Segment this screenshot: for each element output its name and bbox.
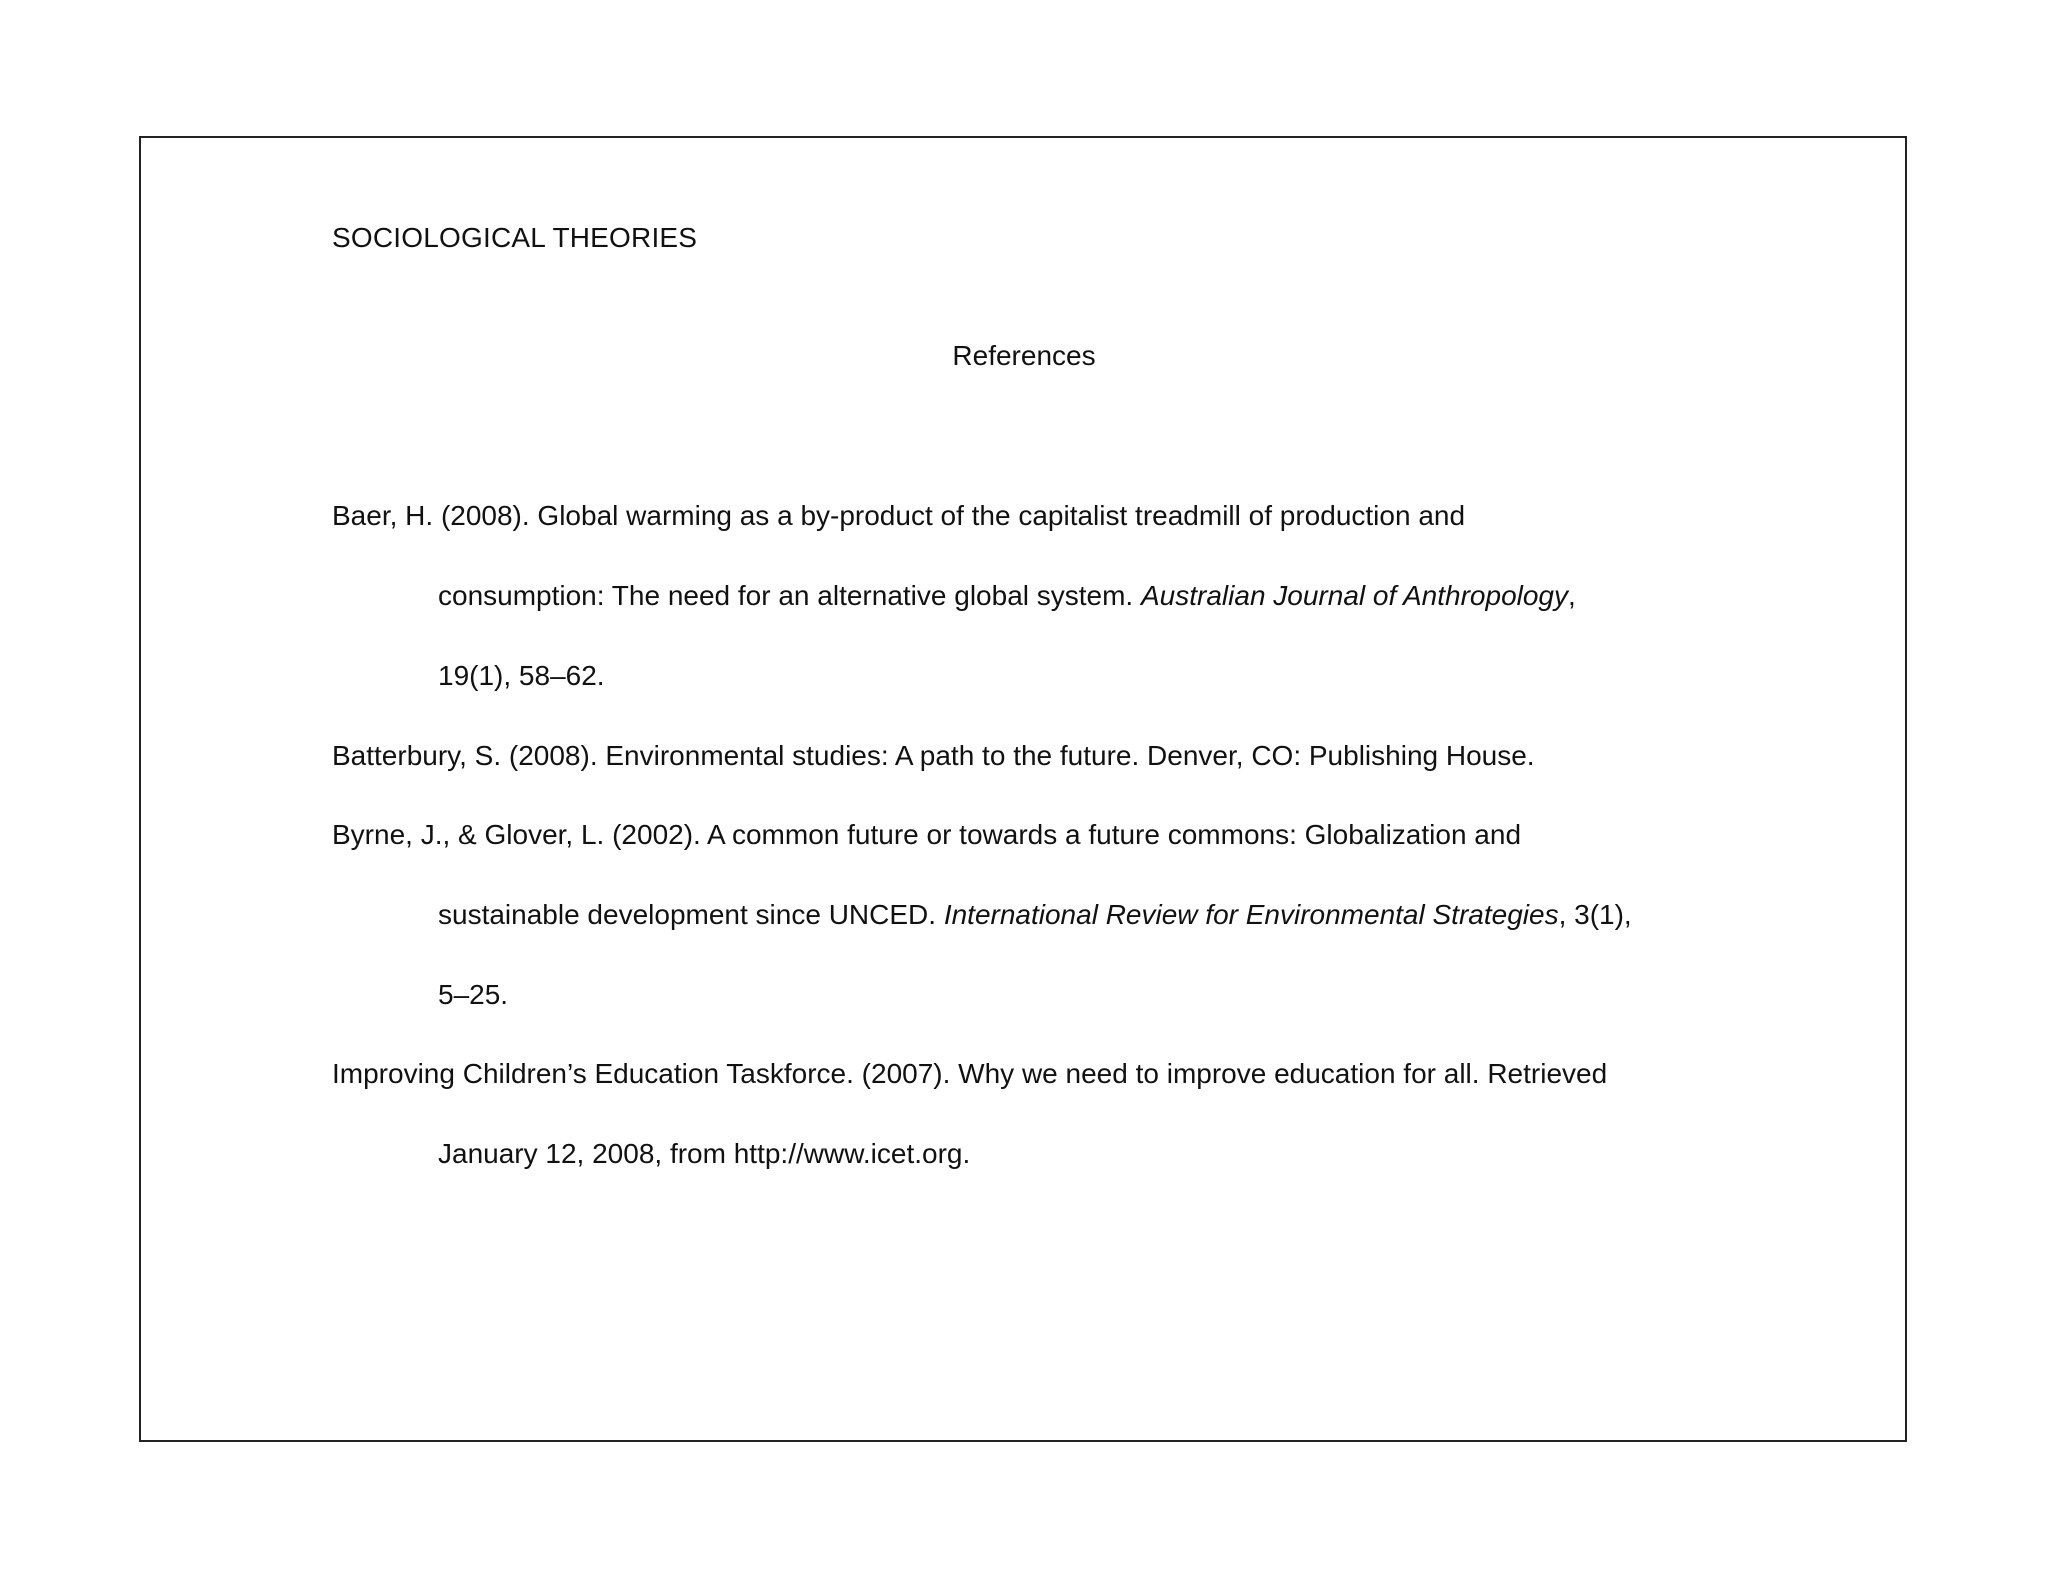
reference-baer-line-1: Baer, H. (2008). Global warming as a by-product of the capitalist treadmill of production and	[332, 500, 1466, 531]
reference-byrne-line-2: sustainable development since UNCED. International Review for Environmental Strategies, 3(1),	[438, 899, 1632, 930]
reference-batterbury-line-1: Batterbury, S. (2008). Environmental studies: A path to the future. Denver, CO: Publishing House.	[332, 740, 1535, 771]
journal-title: International Review for Environmental Strategies	[943, 899, 1559, 930]
references-title: References	[952, 340, 1096, 371]
reference-byrne-line-1: Byrne, J., & Glover, L. (2002). A common future or towards a future commons: Globalization and	[332, 819, 1522, 850]
reference-icet-line-1: Improving Children’s Education Taskforce. (2007). Why we need to improve education for all. Retrieved	[332, 1058, 1608, 1089]
reference-icet-line-2: January 12, 2008, from http://www.icet.org.	[438, 1138, 971, 1169]
reference-byrne-line-3: 5–25.	[438, 979, 509, 1010]
running-head: SOCIOLOGICAL THEORIES	[332, 222, 698, 253]
reference-baer-line-2: consumption: The need for an alternative global system. Australian Journal of Anthropology,	[438, 580, 1576, 611]
page-frame	[139, 136, 1907, 1442]
reference-baer-line-3: 19(1), 58–62.	[438, 660, 605, 691]
journal-title: Australian Journal of Anthropology	[1141, 580, 1568, 611]
